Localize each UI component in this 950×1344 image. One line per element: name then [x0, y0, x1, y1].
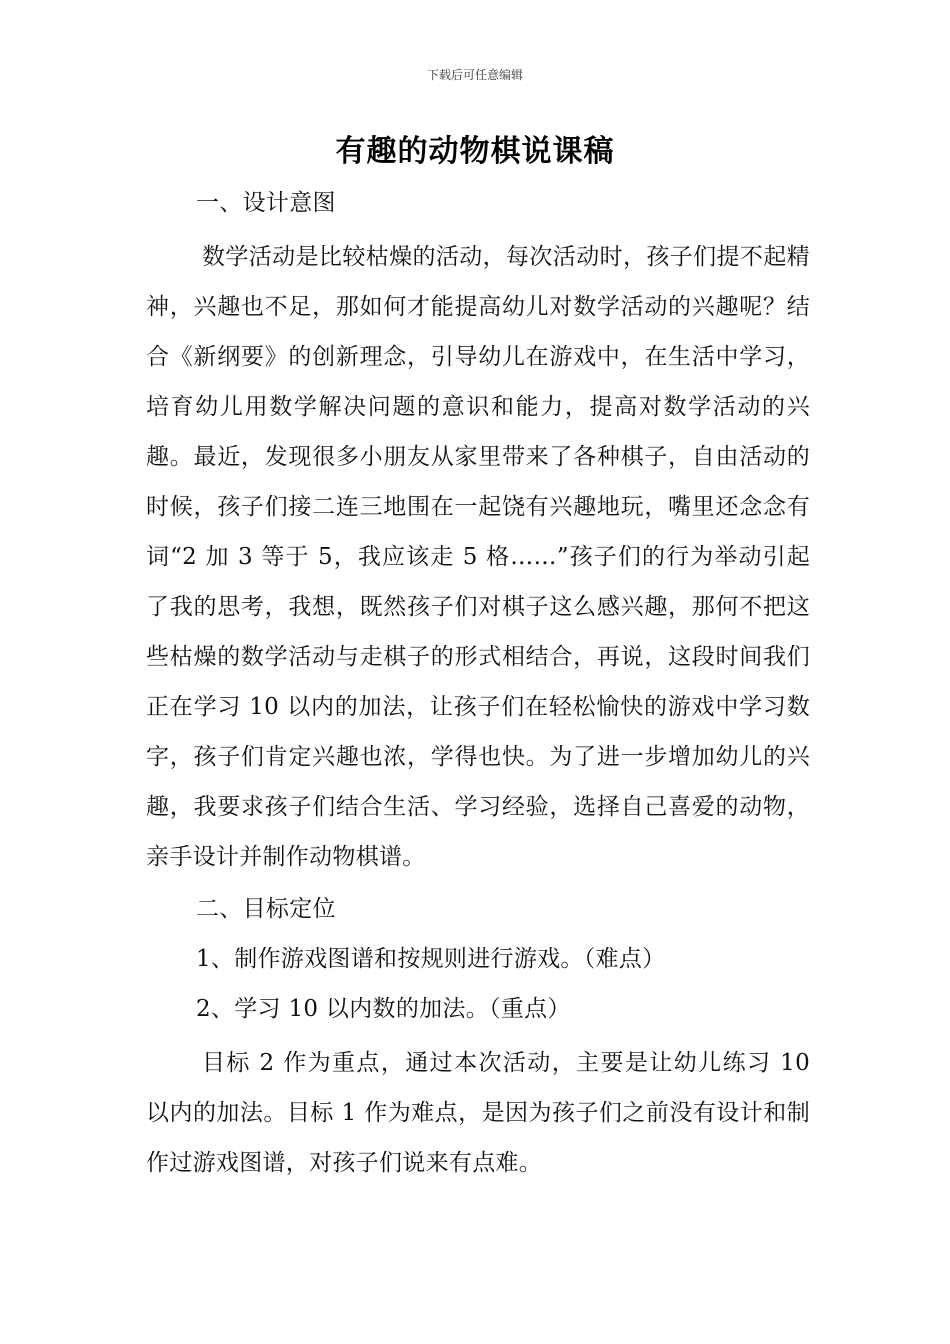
- document-title: 有趣的动物棋说课稿: [335, 134, 615, 169]
- section-heading-goals: 二、目标定位: [196, 896, 336, 922]
- page-header-note: 下载后可任意编辑: [426, 68, 523, 82]
- goal-item-1: 1、制作游戏图谱和按规则进行游戏。（难点）: [196, 946, 666, 972]
- section-heading-design-intent: 一、设计意图: [196, 190, 336, 216]
- paragraph-goals: 目标 2 作为重点，通过本次活动，主要是让幼儿练习 10 以内的加法。目标 1 作为难点，是因为孩子们之前没有设计和制作过游戏图谱，对孩子们说来有点难。: [146, 1050, 810, 1176]
- goal-item-2: 2、学习 10 以内数的加法。（重点）: [196, 996, 571, 1022]
- document-body: [146, 178, 810, 1188]
- paragraph-design-intent: 数学活动是比较枯燥的活动，每次活动时，孩子们提不起精神，兴趣也不足，那如何才能提高幼儿对数学活动的兴趣呢？结合《新纲要》的创新理念，引导幼儿在游戏中，在生活中学习，培育幼儿用数学解决问题的意识和能力，提高对数学活动的兴趣。最近，发现很多小朋友从家里带来了各种棋子，自由活动的时候，孩子们接二连三地围在一起饶有兴趣地玩，嘴里还念念有词“2 加 3 等于 5，我应该走 5 格……”孩子们的行为举动引起了我的思考，我想，既然孩子们对棋子这么感兴趣，那何不把这些枯燥的数学活动与走棋子的形式相结合，再说，这段时间我们正在学习 10 以内的加法，让孩子们在轻松愉快的游戏中学习数字，孩子们肯定兴趣也浓，学得也快。为了进一步增加幼儿的兴趣，我要求孩子们结合生活、学习经验，选择自己喜爱的动物，亲手设计并制作动物棋谱。: [146, 244, 810, 870]
